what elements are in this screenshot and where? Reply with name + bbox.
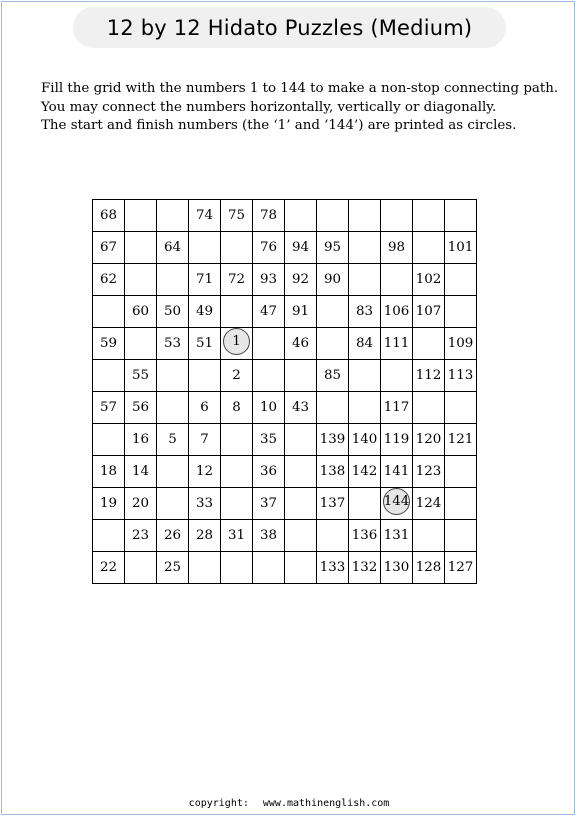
cell-number: 120: [415, 432, 442, 447]
cell-number: 111: [383, 336, 410, 351]
grid-cell: [381, 296, 413, 328]
grid-row: [93, 552, 477, 584]
grid-cell: [285, 328, 317, 360]
grid-cell: [317, 232, 349, 264]
cell-number: 28: [195, 528, 214, 543]
cell-number: 131: [383, 528, 410, 543]
grid-cell: [189, 264, 221, 296]
cell-number: 31: [227, 528, 246, 543]
cell-number: 142: [351, 464, 378, 479]
cell-number: 8: [232, 400, 241, 415]
grid-cell[interactable]: [189, 232, 221, 264]
cell-number: 109: [447, 336, 474, 351]
cell-number: 53: [163, 336, 182, 351]
grid-cell: [285, 264, 317, 296]
cell-number: 46: [291, 336, 310, 351]
cell-number: 56: [131, 400, 150, 415]
cell-number: 72: [227, 272, 246, 287]
grid-cell: [349, 296, 381, 328]
cell-number: 38: [259, 528, 278, 543]
grid-cell[interactable]: [445, 264, 477, 296]
grid-cell[interactable]: [253, 552, 285, 584]
grid-cell: [221, 392, 253, 424]
grid-cell[interactable]: [125, 232, 157, 264]
cell-number: 107: [415, 304, 442, 319]
grid-cell: [445, 424, 477, 456]
grid-cell[interactable]: [413, 328, 445, 360]
page-title-text: 12 by 12 Hidato Puzzles (Medium): [106, 15, 473, 40]
grid-cell[interactable]: [413, 520, 445, 552]
grid-cell[interactable]: [125, 552, 157, 584]
cell-number: 117: [383, 400, 410, 415]
grid-cell: [349, 520, 381, 552]
cell-number: 7: [200, 432, 209, 447]
cell-number: 47: [259, 304, 278, 319]
grid-cell: [253, 456, 285, 488]
cell-number: 85: [323, 368, 342, 383]
grid-cell[interactable]: [125, 264, 157, 296]
grid-cell: [381, 456, 413, 488]
grid-cell: [317, 264, 349, 296]
grid-cell: [157, 328, 189, 360]
grid-cell[interactable]: [317, 392, 349, 424]
grid-cell[interactable]: [413, 392, 445, 424]
grid-cell[interactable]: [349, 392, 381, 424]
grid-row: [93, 328, 477, 360]
grid-cell: [253, 488, 285, 520]
grid-cell[interactable]: [285, 200, 317, 232]
cell-number: 90: [323, 272, 342, 287]
instructions: [41, 80, 559, 136]
grid-cell[interactable]: [381, 360, 413, 392]
grid-cell: [253, 424, 285, 456]
cell-number: 51: [195, 336, 214, 351]
grid-cell[interactable]: [445, 200, 477, 232]
cell-number: 98: [387, 240, 406, 255]
cell-number: 133: [319, 560, 346, 575]
grid-row: [93, 488, 477, 520]
grid-cell[interactable]: [349, 232, 381, 264]
grid-cell[interactable]: [317, 328, 349, 360]
grid-cell: [445, 360, 477, 392]
cell-number: 127: [447, 560, 474, 575]
cell-number: 25: [163, 560, 182, 575]
cell-number: 22: [99, 560, 118, 575]
cell-number: 84: [355, 336, 374, 351]
cell-number: 68: [99, 208, 118, 223]
grid-cell: [125, 360, 157, 392]
grid-cell: [381, 520, 413, 552]
grid-cell[interactable]: [125, 328, 157, 360]
grid-row: [93, 360, 477, 392]
grid-cell[interactable]: [93, 296, 125, 328]
cell-number: 112: [415, 368, 442, 383]
grid-cell: [125, 392, 157, 424]
cell-number: 20: [131, 496, 150, 511]
grid-cell: [93, 392, 125, 424]
cell-number: 76: [259, 240, 278, 255]
cell-number: 14: [131, 464, 150, 479]
grid-cell: [349, 456, 381, 488]
grid-row: [93, 520, 477, 552]
grid-cell: [221, 520, 253, 552]
grid-cell: [221, 200, 253, 232]
grid-cell[interactable]: [221, 488, 253, 520]
grid-cell[interactable]: [93, 424, 125, 456]
grid-cell: [93, 488, 125, 520]
grid-cell: [285, 232, 317, 264]
cell-number: 26: [163, 528, 182, 543]
grid-cell: [189, 392, 221, 424]
grid-cell: [317, 424, 349, 456]
grid-cell: [93, 200, 125, 232]
grid-cell: [125, 424, 157, 456]
grid-cell[interactable]: [157, 488, 189, 520]
cell-number: 128: [415, 560, 442, 575]
grid-cell[interactable]: [285, 488, 317, 520]
cell-number: 141: [383, 464, 410, 479]
cell-number: 124: [415, 496, 442, 511]
grid-cell[interactable]: [317, 520, 349, 552]
grid-cell: [413, 360, 445, 392]
grid-cell[interactable]: [349, 360, 381, 392]
grid-cell: [253, 200, 285, 232]
copyright-label: copyright:: [188, 798, 249, 809]
cell-number: 91: [291, 304, 310, 319]
cell-number: 94: [291, 240, 310, 255]
cell-number: 60: [131, 304, 150, 319]
grid-cell: [381, 392, 413, 424]
hidato-grid: [92, 199, 477, 584]
cell-number: 59: [99, 336, 118, 351]
grid-cell: [413, 296, 445, 328]
grid-cell[interactable]: [381, 264, 413, 296]
cell-number: 78: [259, 208, 278, 223]
cell-number: 16: [131, 432, 150, 447]
cell-number: 37: [259, 496, 278, 511]
grid-cell: [349, 328, 381, 360]
grid-cell[interactable]: [93, 520, 125, 552]
grid-cell[interactable]: [125, 200, 157, 232]
grid-cell[interactable]: [445, 520, 477, 552]
grid-cell: [189, 456, 221, 488]
grid-cell: [253, 392, 285, 424]
grid-cell: [381, 328, 413, 360]
grid-cell[interactable]: [93, 360, 125, 392]
circled-number: 144: [383, 488, 410, 515]
grid-cell[interactable]: [349, 488, 381, 520]
cell-number: 137: [319, 496, 346, 511]
grid-cell[interactable]: [445, 392, 477, 424]
grid-cell: [349, 552, 381, 584]
instruction-line-1: Fill the grid with the numbers 1 to 144 to make a non-stop connecting path.: [41, 81, 559, 96]
cell-number: 10: [259, 400, 278, 415]
cell-number: 83: [355, 304, 374, 319]
grid-cell[interactable]: [317, 200, 349, 232]
grid-cell: [157, 296, 189, 328]
cell-number: 67: [99, 240, 118, 255]
grid-row: [93, 424, 477, 456]
cell-number: 95: [323, 240, 342, 255]
grid-cell: [253, 296, 285, 328]
grid-cell[interactable]: [317, 296, 349, 328]
grid-cell: [317, 360, 349, 392]
grid-cell[interactable]: [189, 552, 221, 584]
grid-cell[interactable]: [189, 360, 221, 392]
cell-number: 119: [383, 432, 410, 447]
grid-cell: [125, 488, 157, 520]
cell-number: 57: [99, 400, 118, 415]
cell-number: 55: [131, 368, 150, 383]
grid-cell: [189, 200, 221, 232]
cell-number: 139: [319, 432, 346, 447]
grid-cell: [285, 296, 317, 328]
grid-cell[interactable]: [413, 200, 445, 232]
grid-cell: [413, 424, 445, 456]
cell-number: 5: [168, 432, 177, 447]
cell-number: 132: [351, 560, 378, 575]
grid-cell[interactable]: [349, 264, 381, 296]
grid-cell: [285, 392, 317, 424]
cell-number: 101: [447, 240, 474, 255]
grid-row: [93, 232, 477, 264]
cell-number: 12: [195, 464, 214, 479]
cell-number: 75: [227, 208, 246, 223]
cell-number: 6: [200, 400, 209, 415]
grid-cell: [445, 552, 477, 584]
grid-cell[interactable]: [349, 200, 381, 232]
cell-number: 136: [351, 528, 378, 543]
instruction-line-2: You may connect the numbers horizontally, vertically or diagonally.: [41, 99, 497, 115]
cell-number: 36: [259, 464, 278, 479]
grid-cell: [381, 488, 413, 520]
grid-cell: [157, 424, 189, 456]
grid-cell[interactable]: [413, 232, 445, 264]
cell-number: 102: [415, 272, 442, 287]
cell-number: 35: [259, 432, 278, 447]
footer-copyright: [0, 798, 578, 809]
cell-number: 62: [99, 272, 118, 287]
grid-cell: [189, 424, 221, 456]
grid-cell[interactable]: [445, 296, 477, 328]
instruction-line-3: The start and finish numbers (the ‘1’ and ‘144’) are printed as circles.: [41, 118, 517, 133]
grid-cell: [93, 552, 125, 584]
grid-cell: [93, 264, 125, 296]
grid-cell[interactable]: [221, 296, 253, 328]
grid-cell: [125, 520, 157, 552]
grid-cell: [349, 424, 381, 456]
grid-cell[interactable]: [253, 328, 285, 360]
grid-cell: [93, 232, 125, 264]
grid-cell[interactable]: [221, 232, 253, 264]
grid-row: [93, 200, 477, 232]
grid-cell[interactable]: [221, 552, 253, 584]
grid-cell[interactable]: [381, 200, 413, 232]
grid-cell: [253, 520, 285, 552]
circled-number: 1: [223, 328, 250, 355]
grid-cell: [445, 232, 477, 264]
grid-cell[interactable]: [157, 264, 189, 296]
grid-cell: [413, 456, 445, 488]
grid-cell: [253, 232, 285, 264]
grid-cell: [157, 552, 189, 584]
copyright-site: www.mathinenglish.com: [262, 798, 390, 809]
cell-number: 33: [195, 496, 214, 511]
cell-number: 2: [232, 368, 241, 383]
grid-cell: [157, 520, 189, 552]
grid-row: [93, 392, 477, 424]
grid-row: [93, 264, 477, 296]
grid-cell: [317, 488, 349, 520]
cell-number: 43: [291, 400, 310, 415]
grid-cell[interactable]: [285, 520, 317, 552]
grid-cell: [189, 520, 221, 552]
cell-number: 92: [291, 272, 310, 287]
grid-cell: [189, 296, 221, 328]
grid-cell[interactable]: [157, 392, 189, 424]
cell-number: 49: [195, 304, 214, 319]
grid-cell: [445, 328, 477, 360]
grid-cell: [189, 328, 221, 360]
grid-cell: [253, 264, 285, 296]
grid-cell: [413, 264, 445, 296]
grid-cell: [125, 456, 157, 488]
grid-cell: [189, 488, 221, 520]
cell-number: 19: [99, 496, 118, 511]
grid-cell[interactable]: [285, 360, 317, 392]
grid-cell[interactable]: [221, 424, 253, 456]
grid-cell: [157, 232, 189, 264]
cell-number: 113: [447, 368, 474, 383]
cell-number: 18: [99, 464, 118, 479]
grid-cell[interactable]: [445, 456, 477, 488]
cell-number: 50: [163, 304, 182, 319]
grid-cell[interactable]: [157, 200, 189, 232]
grid-cell: [381, 232, 413, 264]
cell-number: 121: [447, 432, 474, 447]
cell-number: 23: [131, 528, 150, 543]
grid-cell[interactable]: [445, 488, 477, 520]
grid-cell: [125, 296, 157, 328]
grid-cell: [93, 328, 125, 360]
cell-number: 74: [195, 208, 214, 223]
grid-cell[interactable]: [285, 456, 317, 488]
cell-number: 140: [351, 432, 378, 447]
cell-number: 93: [259, 272, 278, 287]
grid-cell[interactable]: [285, 552, 317, 584]
cell-number: 106: [383, 304, 410, 319]
grid-cell: [381, 552, 413, 584]
grid-cell: [413, 552, 445, 584]
grid-cell: [221, 264, 253, 296]
grid-cell: [221, 328, 253, 360]
cell-number: 123: [415, 464, 442, 479]
grid-cell: [317, 456, 349, 488]
grid-cell: [381, 424, 413, 456]
grid-row: [93, 296, 477, 328]
grid-cell[interactable]: [285, 424, 317, 456]
grid-row: [93, 456, 477, 488]
grid-cell[interactable]: [253, 360, 285, 392]
grid-cell[interactable]: [157, 456, 189, 488]
grid-cell: [221, 360, 253, 392]
grid-cell: [317, 552, 349, 584]
grid-cell[interactable]: [157, 360, 189, 392]
page-title: [73, 7, 506, 48]
cell-number: 130: [383, 560, 410, 575]
cell-number: 64: [163, 240, 182, 255]
cell-number: 71: [195, 272, 214, 287]
cell-number: 138: [319, 464, 346, 479]
grid-cell: [413, 488, 445, 520]
grid-cell: [93, 456, 125, 488]
grid-cell[interactable]: [221, 456, 253, 488]
